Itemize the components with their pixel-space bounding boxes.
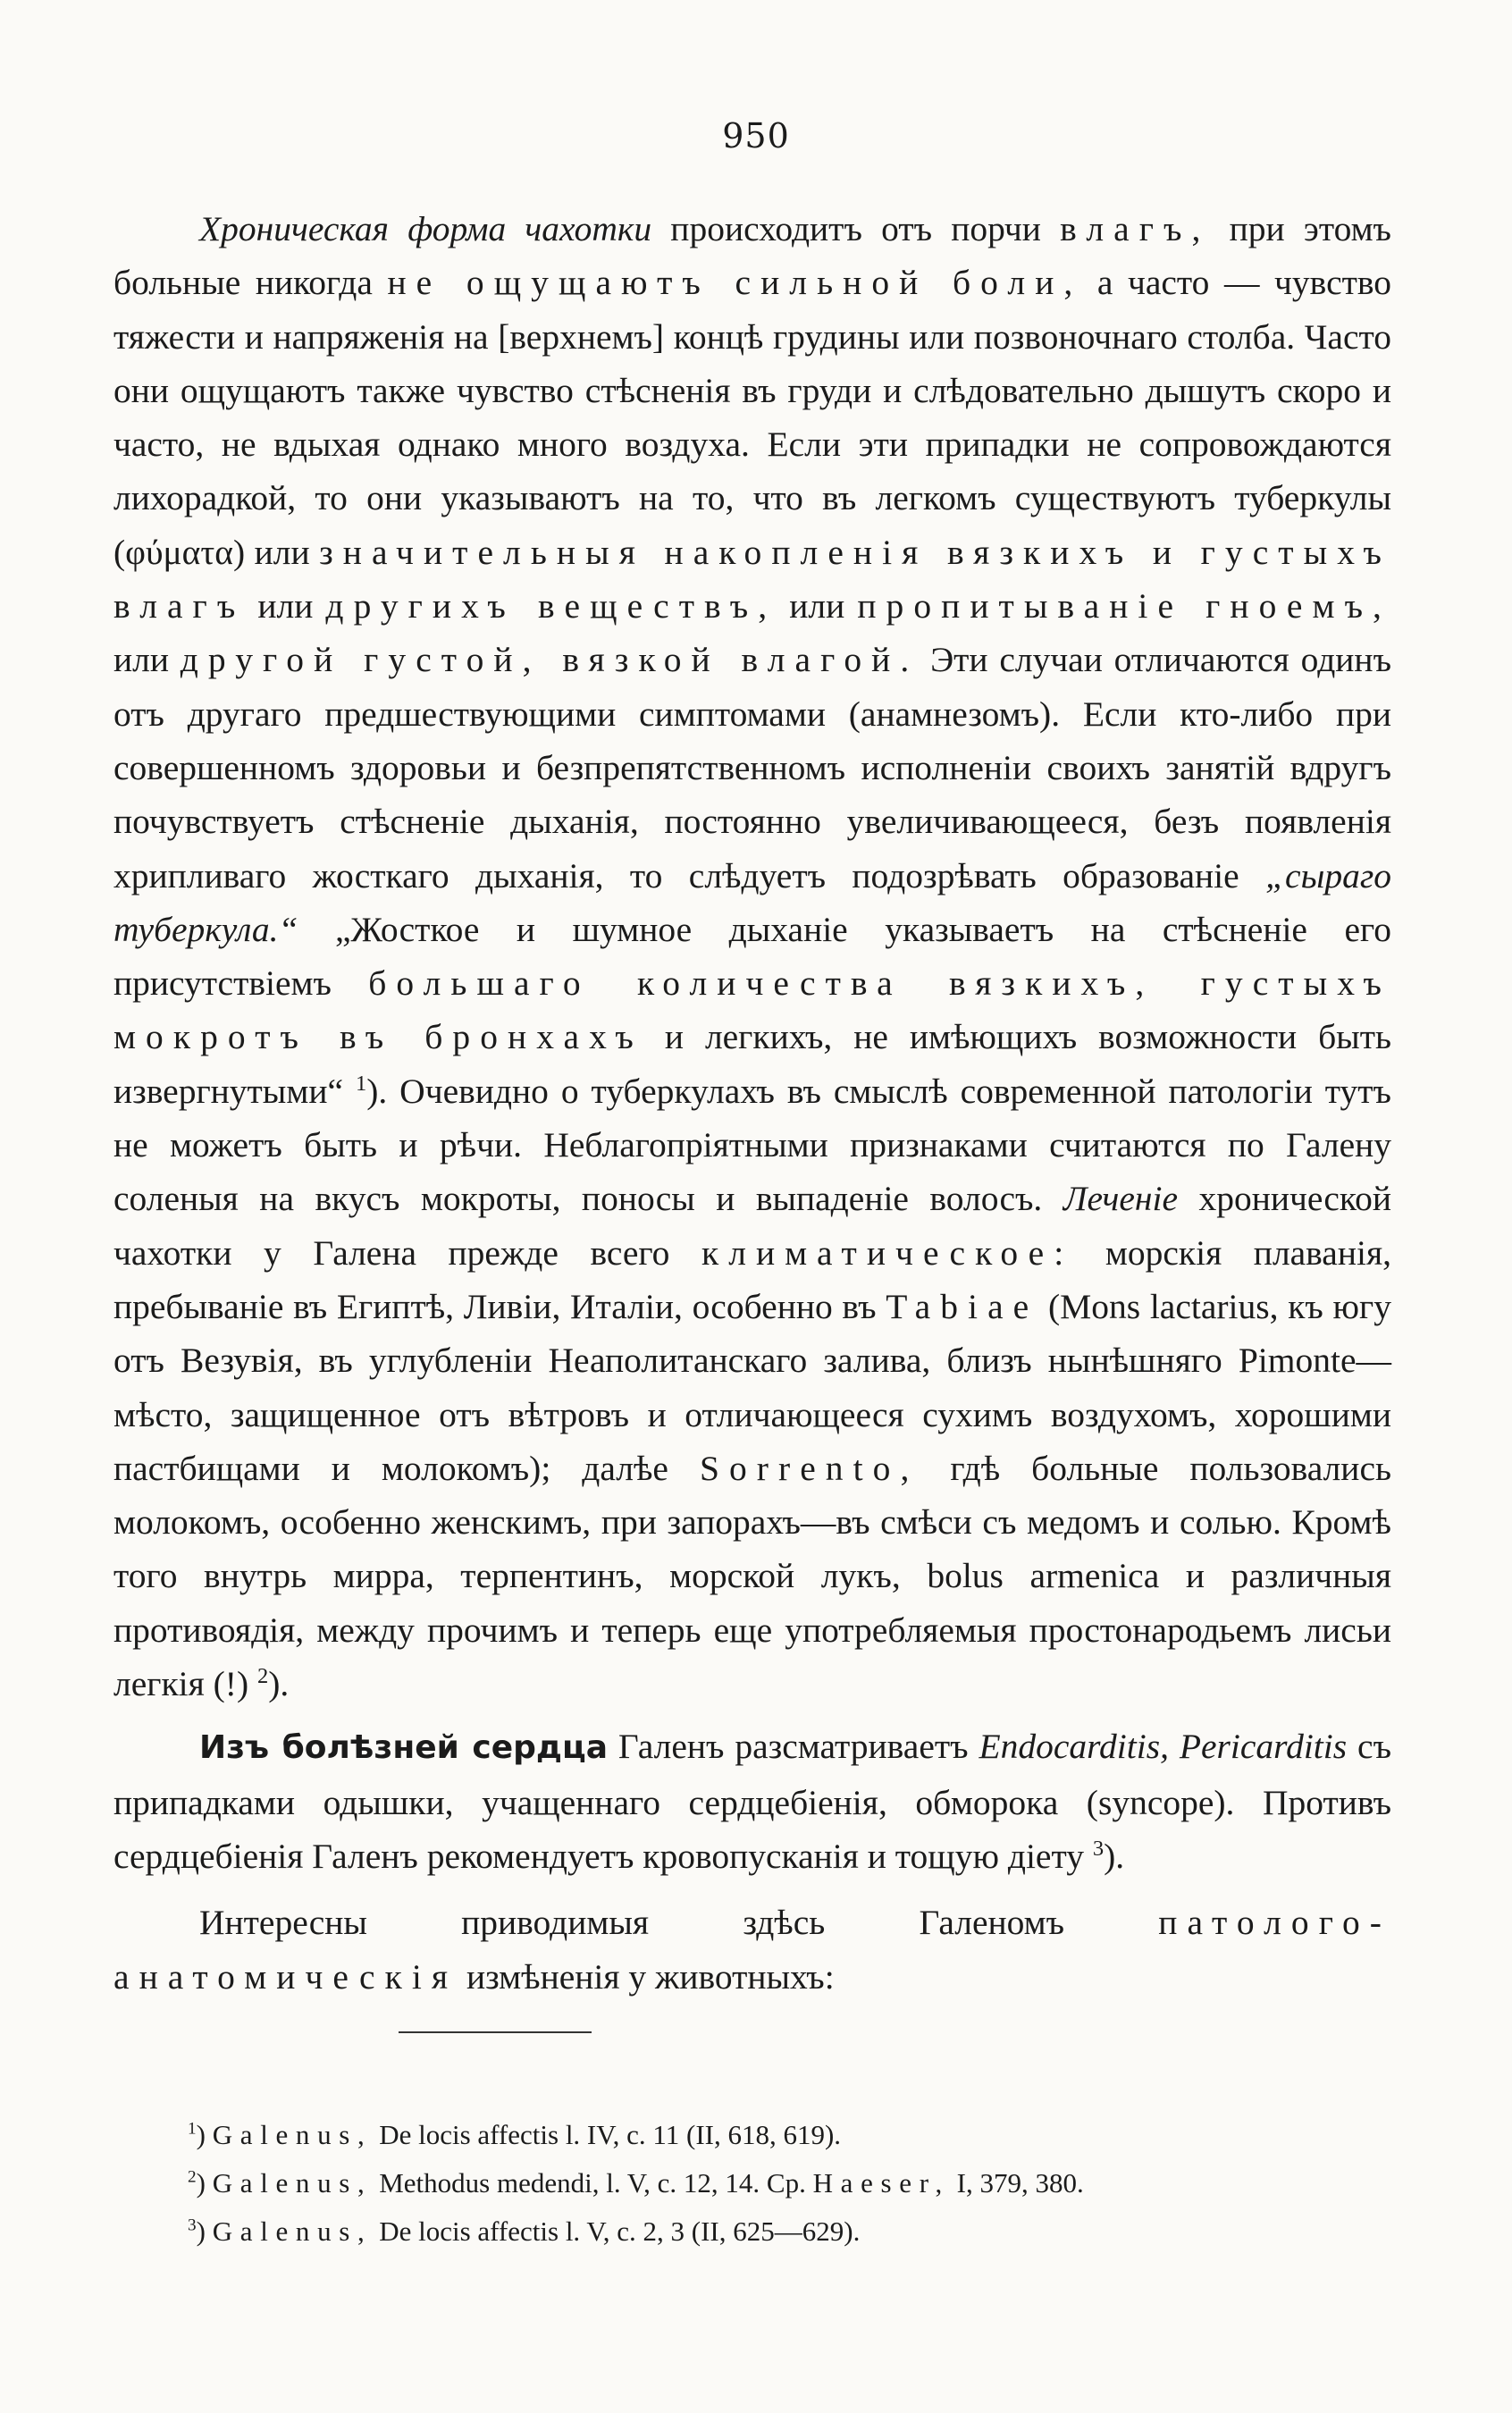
footnote-3 (188, 2207, 1394, 2256)
text-run: Эти случаи отличаются одинъ отъ другаго предшествующими симптомами (анамнезомъ). Если кто-либо при совершенномъ здоровьи и безпрепятственномъ исполненіи своихъ занятій вдругъ почувствуетъ стѣсненіе дыханія, постоянно увеличивающееся, безъ появленія хрипливаго жосткаго дыханія, то слѣдуетъ подозрѣвать образованіе (113, 640, 1391, 895)
footnote-ref-1: 1 (355, 1071, 367, 1096)
footnote-author: Galenus, (212, 2215, 373, 2247)
text-run: съ припадками одышки, учащеннаго сердцебіенія, обморока (syncope). Противъ сердцебіенія Галенъ рекомендуетъ кровопусканія и тощую діету (113, 1727, 1391, 1876)
spaced-phrase: влагъ, (1060, 209, 1211, 248)
paragraph-pathology (113, 1896, 1391, 2004)
term-endocarditis: Endocarditis, Pericarditis (979, 1727, 1348, 1767)
text-run: при этомъ больные никогда (113, 209, 1391, 303)
footnote-ref-2: 2 (257, 1663, 269, 1688)
text-run: Галенъ разсматриваетъ (608, 1727, 979, 1767)
text-run: ). Очевидно о туберкулахъ въ смыслѣ современной патологіи тутъ не можетъ быть и рѣчи. Неблагопріятными признаками считаются по Галену соленыя на вкусъ мокроты, поносы и выпаденіе волосъ. (113, 1071, 1391, 1219)
footnote-paren: ) (196, 2215, 213, 2247)
spaced-phrase: другой густой, вязкой влагой. (180, 640, 920, 680)
spaced-phrase: большаго количества вязкихъ, густыхъ мокротъ въ бронхахъ (113, 963, 1391, 1057)
spaced-phrase: не ощущаютъ сильной боли, (387, 263, 1083, 303)
footnote-2 (188, 2159, 1394, 2207)
term-treatment: Леченіе (1063, 1179, 1179, 1219)
footnote-author: Galenus, (212, 2119, 373, 2150)
footnote-text: Methodus medendi, l. V, c. 12, 14. Cp. (372, 2167, 813, 2199)
spaced-phrase: климатическое: (701, 1232, 1074, 1273)
term-chronic-form: Хроническая форма чахотки (199, 209, 652, 248)
text-run: происходитъ отъ порчи (651, 209, 1061, 248)
spaced-phrase: значительныя накопленія вязкихъ и густыхъ влагъ (113, 532, 1392, 626)
footnote-text: I, 379, 380. (949, 2167, 1084, 2199)
text-run: гдѣ больные пользовались молокомъ, особенно женскимъ, при запорахъ—въ смѣси съ медомъ и солью. Кромѣ того внутрь мирра, терпентинъ, морской лукъ, bolus armenica и различныя противоядія, между прочимъ и теперь еще употребляемыя простонародьемъ лисьи легкія (!) (113, 1448, 1391, 1704)
footnote-1 (188, 2111, 1394, 2159)
footnote-author: Galenus, (212, 2167, 373, 2199)
footnote-mark: 3 (188, 2215, 197, 2235)
spaced-phrase: патолого-анатомическія (113, 1903, 1391, 1997)
text-run: ). (268, 1664, 290, 1704)
spaced-phrase: пропитываніе гноемъ, (857, 586, 1391, 626)
text-run: „Жосткое и шумное дыханіе указываетъ на стѣсненіе его присутствіемъ (113, 909, 1391, 1004)
paragraph-chronic-phthisis (113, 202, 1391, 1711)
text-run: (Mons lactarius, къ югу отъ Везувія, въ углубленіи Неаполитанскаго залива, близъ нынѣшняго Pimonte—мѣсто, защищенное отъ вѣтровъ и отличающееся сухимъ воздухомъ, хорошими пастбищами и молокомъ); далѣе (113, 1286, 1391, 1488)
text-run: хронической чахотки у Галена прежде всего (113, 1179, 1391, 1273)
text-run: или (245, 586, 326, 626)
footnote-paren: ) (196, 2167, 213, 2199)
footnote-mark: 1 (188, 2119, 197, 2139)
footnote-ref-3: 3 (1092, 1836, 1105, 1861)
footnote-mark: 2 (188, 2167, 197, 2187)
footnotes (188, 2111, 1394, 2256)
text-run: а часто — чувство тяжести и напряженія на [верхнемъ] концѣ грудины или позвоночнаго столба. Часто они ощущаютъ также чувство стѣсненія въ груди и слѣдовательно дышутъ скоро и часто, не вдыхая однако много воздуха. Если эти припадки не сопровождаются лихорадкой, то они указываютъ на то, что въ легкомъ существуютъ туберкулы (φύματα) или (113, 263, 1391, 572)
footnote-author: Haeser, (812, 2167, 950, 2199)
footnote-text: De locis affectis l. IV, c. 11 (II, 618, 619). (372, 2119, 842, 2150)
place-sorrento: Sorrento, (699, 1448, 920, 1488)
paragraph-heart-diseases (113, 1719, 1391, 1883)
text-run: Интересны приводимыя здѣсь Галеномъ (199, 1903, 1159, 1943)
footnote-text: De locis affectis l. V, c. 2, 3 (II, 625—629). (372, 2215, 861, 2247)
text-run: или (777, 586, 858, 626)
text-run: измѣненія у животныхъ: (458, 1956, 835, 1997)
footnote-paren: ) (196, 2119, 213, 2150)
spaced-phrase: другихъ веществъ, (325, 586, 777, 626)
body-text (113, 202, 1391, 2004)
page-number: 950 (722, 116, 790, 156)
text-run: морскія плаванія, пребываніе въ Египтѣ, Ливіи, Италіи, особенно въ (113, 1232, 1391, 1326)
term-raw-tubercle: „сыраго туберкула.“ (113, 855, 1391, 949)
term-heart-diseases: Изъ болѣзней сердца (199, 1729, 608, 1767)
text-run: или (113, 640, 181, 680)
text-run: ). (1104, 1836, 1125, 1876)
footnote-divider (399, 2031, 592, 2033)
text-run: и легкихъ, не имѣющихъ возможности быть извергнутыми“ (113, 1017, 1391, 1111)
place-tabiae: Tabiae (886, 1286, 1039, 1326)
